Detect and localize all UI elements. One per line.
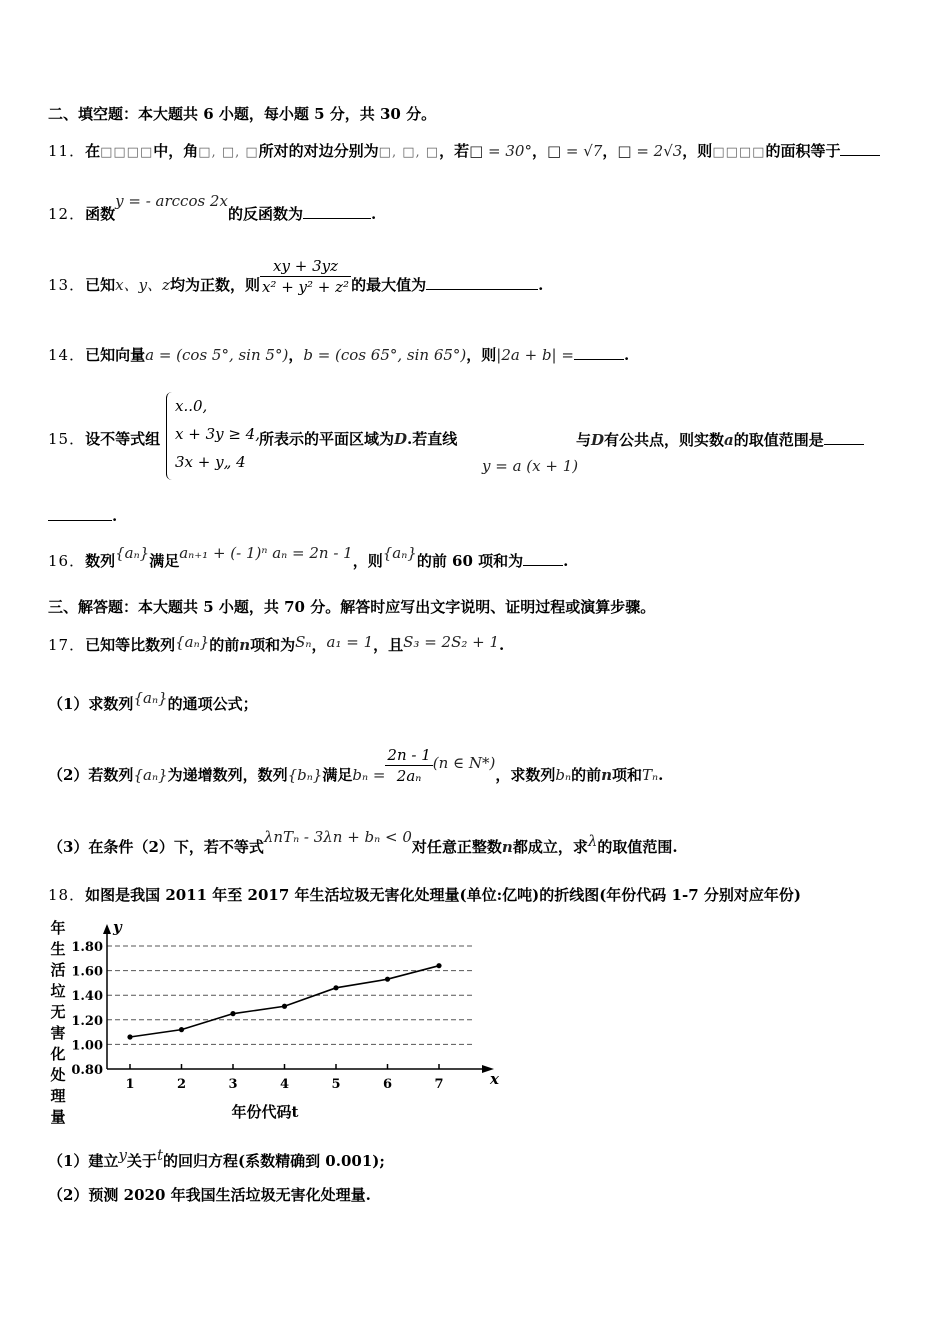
question-17-part-3 — [48, 828, 678, 857]
text: 数列 — [85, 552, 116, 570]
question-number: 17． — [48, 636, 86, 654]
text: 都成立，求 — [512, 838, 588, 856]
question-number: 15． — [48, 430, 86, 448]
series-line — [130, 966, 439, 1037]
text: 的取值范围是 — [733, 431, 824, 449]
answer-blank — [303, 203, 371, 219]
y-tick-label: 1.60 — [71, 964, 103, 980]
bn-symbol: bₙ — [555, 766, 572, 784]
numerator: 2n - 1 — [387, 745, 431, 764]
answer-blank — [574, 344, 624, 360]
question-17 — [48, 635, 504, 655]
answer-blank — [48, 505, 112, 521]
placeholder-glyph: □, □, □ — [198, 145, 259, 160]
question-15-text-2 — [576, 429, 864, 450]
text: 满足 — [149, 552, 180, 570]
magnitude-expression: |2a + b| = — [496, 346, 574, 364]
text: ，则 — [466, 346, 497, 364]
variable-n: n — [239, 636, 251, 654]
condition-side-2: □ = 2√3 — [617, 142, 683, 160]
text: 满足 — [322, 766, 353, 784]
text: 与 — [576, 431, 592, 449]
sequence: {aₙ} — [115, 544, 150, 562]
text: 已知 — [85, 276, 116, 294]
inequality-system — [166, 392, 260, 480]
text: 已知等比数列 — [85, 636, 176, 654]
y-unit-char: 生 — [50, 940, 66, 958]
y-unit-char: 垃 — [50, 982, 66, 1000]
text: 的通项公式； — [167, 695, 258, 713]
question-number: 14． — [48, 346, 86, 364]
sequence: {aₙ} — [175, 633, 210, 651]
region-D: D — [394, 430, 408, 448]
y-tick-label: 0.80 — [71, 1063, 103, 1078]
text: 如图是我国 2011 年至 2017 年生活垃圾无害化处理量(单位:亿吨)的折线图(年份代码 1-7 分别对应年份) — [85, 886, 801, 904]
y-axis-arrow — [103, 924, 111, 934]
variable-t: t — [156, 1146, 163, 1164]
text: 的前 — [571, 766, 602, 784]
bn-label: bₙ = — [352, 766, 386, 784]
text: 的前 60 项和为 — [416, 552, 524, 570]
text: 所对的对边分别为 — [258, 142, 379, 160]
variable-a: a — [724, 431, 734, 449]
text: 项和 — [612, 766, 643, 784]
text: 的回归方程(系数精确到 0.001); — [162, 1152, 385, 1170]
inequality: λnTₙ - 3λn + bₙ < 0 — [263, 828, 412, 846]
denominator: 2aₙ — [385, 765, 432, 786]
question-number: 11． — [48, 142, 86, 160]
y-unit-char: 活 — [50, 961, 66, 979]
sequence: {aₙ} — [133, 689, 168, 707]
x-tick-label: 5 — [331, 1077, 341, 1092]
period: . — [370, 205, 377, 223]
text: 在 — [85, 142, 101, 160]
text: 项和为 — [250, 636, 296, 654]
question-11 — [48, 140, 880, 163]
answer-blank — [523, 550, 563, 566]
denominator: x² + y² + z² — [261, 277, 350, 296]
sequence: {aₙ} — [133, 766, 168, 784]
y-unit-char: 量 — [50, 1108, 66, 1126]
condition-angle: □ = 30° — [469, 142, 532, 160]
vector-a: a = (cos 5°, sin 5°) — [145, 346, 289, 364]
text: 中，角 — [153, 142, 199, 160]
x-axis-label: 年份代码t — [231, 1103, 299, 1121]
Tn-symbol: Tₙ — [642, 766, 659, 784]
fraction — [385, 745, 432, 786]
y-unit-char: 无 — [50, 1003, 66, 1021]
question-12 — [48, 192, 377, 224]
question-number: 12． — [48, 205, 86, 223]
y-unit-char: 理 — [50, 1087, 66, 1105]
text: 的前 — [209, 636, 240, 654]
answer-blank — [840, 140, 880, 156]
text: 的反函数为 — [227, 205, 303, 223]
variable-n: n — [601, 766, 613, 784]
period: . — [658, 766, 664, 784]
answer-blank — [824, 429, 864, 445]
inequality-2: x + 3y ≥ 4, — [175, 425, 260, 443]
question-15-text — [259, 429, 457, 449]
text: 函数 — [85, 205, 116, 223]
lambda-symbol: λ — [587, 832, 598, 850]
text: 设不等式组 — [85, 430, 161, 448]
x-axis-symbol: x — [490, 1070, 499, 1088]
text: 所表示的平面区域为 — [259, 430, 395, 448]
recurrence-relation: aₙ₊₁ + (- 1)ⁿ aₙ = 2n - 1 — [179, 544, 353, 562]
text: （1）求数列 — [48, 695, 134, 713]
separator: ， — [288, 346, 304, 364]
x-tick-label: 4 — [279, 1077, 290, 1092]
text: ，且 — [373, 636, 404, 654]
region-D: D — [591, 431, 605, 449]
text: 对任意正整数 — [411, 838, 502, 856]
data-point — [385, 977, 390, 982]
y-tick-label: 1.00 — [71, 1038, 103, 1054]
separator: ， — [531, 142, 547, 160]
data-point — [282, 1004, 287, 1009]
inequality-1: x..0, — [175, 397, 208, 415]
text: ，若 — [439, 142, 470, 160]
x-tick-label: 2 — [176, 1077, 187, 1092]
question-18-part-2: （2）预测 2020 年我国生活垃圾无害化处理量. — [48, 1186, 371, 1204]
function-expression: y = - arccos 2x — [115, 192, 228, 210]
line-equation: y = a (x + 1) — [482, 457, 579, 475]
text: 的最大值为 — [351, 276, 427, 294]
data-point — [436, 963, 441, 968]
x-tick-label: 1 — [125, 1077, 135, 1092]
y-axis-symbol: y — [113, 918, 122, 936]
vector-b: b = (cos 65°, sin 65°) — [303, 346, 467, 364]
sequence-b: {bₙ} — [287, 766, 323, 784]
text: 为递增数列，数列 — [167, 766, 288, 784]
first-term: a₁ = 1 — [326, 633, 374, 651]
y-unit-char: 年 — [50, 919, 66, 937]
question-14 — [48, 344, 629, 365]
text: ，则 — [352, 552, 383, 570]
period: . — [563, 552, 569, 570]
x-tick-label: 6 — [382, 1077, 393, 1092]
y-tick-label: 1.20 — [71, 1013, 103, 1029]
variable-y: y — [118, 1146, 127, 1164]
y-tick-label: 1.80 — [71, 940, 103, 955]
text: .若直线 — [407, 430, 458, 448]
question-15-continuation — [48, 505, 117, 526]
variable-n: n — [501, 838, 513, 856]
question-number: 18． — [48, 886, 86, 904]
x-tick-label: 7 — [434, 1077, 444, 1092]
y-tick-label: 1.40 — [71, 989, 103, 1005]
sum-condition: S₃ = 2S₂ + 1 — [403, 633, 500, 651]
data-point — [230, 1011, 235, 1016]
text: 均为正数，则 — [169, 276, 260, 294]
question-number: 16． — [48, 552, 86, 570]
answer-blank — [426, 274, 538, 290]
y-unit-char: 处 — [50, 1066, 66, 1084]
text: 关于 — [126, 1152, 157, 1170]
period: . — [112, 507, 118, 525]
partial-sum: Sₙ — [295, 633, 312, 651]
question-18-part-1 — [48, 1146, 385, 1171]
y-axis-unit-label — [48, 918, 68, 1128]
y-unit-char: 害 — [50, 1024, 66, 1042]
fraction — [260, 256, 351, 297]
text: 有公共点，则实数 — [604, 431, 725, 449]
placeholder-glyph: □□□□ — [712, 145, 766, 160]
period: . — [499, 636, 505, 654]
text: ，求数列 — [495, 766, 556, 784]
line-chart — [70, 908, 510, 1133]
placeholder-glyph: □, □, □ — [378, 145, 440, 160]
data-point — [333, 985, 338, 990]
section-3-title: 三、解答题：本大题共 5 小题，共 70 分。解答时应写出文字说明、证明过程或演算步骤。 — [48, 598, 656, 616]
condition-side-1: □ = √7 — [546, 142, 603, 160]
y-unit-char: 化 — [50, 1045, 66, 1063]
x-tick-label: 3 — [228, 1077, 238, 1092]
data-point — [127, 1034, 132, 1039]
text: ，则 — [682, 142, 713, 160]
question-18 — [48, 885, 801, 905]
text: 已知向量 — [85, 346, 146, 364]
text: 的面积等于 — [765, 142, 841, 160]
question-13 — [48, 256, 544, 297]
separator: ， — [311, 636, 327, 654]
question-number: 13． — [48, 276, 86, 294]
variables: x、y、z — [115, 276, 170, 294]
sequence: {aₙ} — [382, 544, 417, 562]
text: （3）在条件（2）下，若不等式 — [48, 838, 264, 856]
numerator: xy + 3yz — [273, 256, 338, 275]
period: . — [538, 276, 544, 294]
question-16 — [48, 544, 569, 571]
data-point — [179, 1027, 184, 1032]
text: 的取值范围. — [597, 838, 678, 856]
text: （1）建立 — [48, 1152, 119, 1170]
separator: ， — [602, 142, 618, 160]
placeholder-glyph: □□□□ — [100, 145, 154, 160]
question-17-part-1 — [48, 689, 258, 714]
inequality-3: 3x + y„ 4 — [175, 453, 246, 471]
section-2-title: 二、填空题：本大题共 6 小题，每小题 5 分，共 30 分。 — [48, 105, 437, 123]
text: （2）若数列 — [48, 766, 134, 784]
period: . — [623, 346, 630, 364]
domain-condition: (n ∈ N*) — [432, 754, 496, 772]
question-15-label — [48, 429, 160, 449]
question-17-part-2 — [48, 745, 664, 786]
